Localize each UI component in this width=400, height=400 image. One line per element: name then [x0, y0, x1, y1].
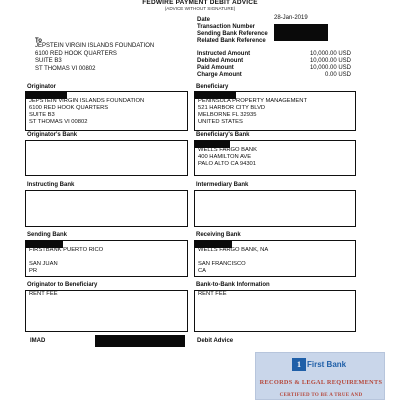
- sending-bank-line: FIRSTBANK PUERTO RICO: [29, 247, 104, 253]
- originator-line: JEPSTEIN VIRGIN ISLANDS FOUNDATION: [29, 98, 145, 104]
- originator-line: ST THOMAS VI 00802: [29, 119, 88, 125]
- beneficiary-line: MELBORNE FL 32935: [198, 112, 257, 118]
- originators-bank-label: Originator's Bank: [27, 132, 78, 138]
- to-label: To: [35, 38, 42, 44]
- originator-line: 6100 RED HOOK QUARTERS: [29, 105, 109, 111]
- originator-to-beneficiary-text: RENT FEE: [29, 291, 58, 297]
- instructed-amount-label: Instructed Amount: [197, 51, 251, 57]
- beneficiarys-bank-label: Beneficiary's Bank: [196, 132, 250, 138]
- instructed-amount-value: 10,000.00 USD: [309, 51, 351, 57]
- charge-amount-value: 0.00 USD: [324, 72, 351, 78]
- related-bank-reference-label: Related Bank Reference: [197, 38, 266, 44]
- to-address-line: ST THOMAS VI 00802: [35, 65, 96, 72]
- paid-amount-value: 10,000.00 USD: [309, 65, 351, 71]
- beneficiary-line: 521 HARBOR CITY BLVD: [198, 105, 266, 111]
- to-address-line: 6100 RED HOOK QUARTERS: [35, 50, 117, 57]
- certification-stamp: [255, 352, 385, 400]
- beneficiary-line: PENINSULA PROPERTY MANAGEMENT: [198, 98, 307, 104]
- beneficiarys-bank-line: WELLS FARGO BANK: [198, 147, 257, 153]
- instructing-bank-box: [25, 190, 188, 227]
- redacted-transaction-number: [274, 24, 328, 41]
- originator-to-beneficiary-label: Originator to Beneficiary: [27, 282, 98, 288]
- sending-bank-reference-label: Sending Bank Reference: [197, 31, 268, 37]
- to-address-block: [35, 43, 154, 73]
- intermediary-bank-box: [194, 190, 356, 227]
- firstbank-logo: [292, 358, 352, 371]
- sending-bank-label: Sending Bank: [27, 232, 68, 238]
- beneficiarys-bank-line: PALO ALTO CA 94301: [198, 161, 257, 167]
- document-subtitle: (ADVICE WITHOUT SIGNATURE): [164, 6, 236, 11]
- bank-to-bank-information-label: Bank-to-Bank Information: [196, 282, 270, 288]
- stamp-line-certified: CERTIFIED TO BE A TRUE AND: [279, 393, 363, 398]
- receiving-bank-line: SAN FRANCISCO: [198, 261, 246, 267]
- beneficiary-line: UNITED STATES: [198, 119, 243, 125]
- originators-bank-box: [25, 140, 188, 176]
- to-address-line: SUITE B3: [35, 58, 62, 65]
- imad-label: IMAD: [30, 338, 46, 344]
- to-address-line: JEPSTEIN VIRGIN ISLANDS FOUNDATION: [35, 43, 155, 49]
- stamp-line-records: RECORDS & LEGAL REQUIREMENTS: [259, 379, 383, 386]
- beneficiary-label: Beneficiary: [196, 84, 229, 90]
- originator-label: Originator: [27, 84, 57, 90]
- sending-bank-box: [25, 240, 188, 277]
- redacted-imad-number: [95, 335, 185, 347]
- receiving-bank-label: Receiving Bank: [196, 232, 241, 238]
- sending-bank-line: PR: [29, 268, 38, 274]
- debited-amount-label: Debited Amount: [197, 58, 244, 64]
- receiving-bank-line: CA: [198, 268, 207, 274]
- beneficiary-box: [194, 91, 356, 131]
- sending-bank-line: SAN JUAN: [29, 261, 58, 267]
- transaction-number-label: Transaction Number: [197, 24, 256, 30]
- bank-to-bank-information-box: [194, 290, 356, 332]
- debit-advice-label: Debit Advice: [197, 338, 234, 344]
- originator-line: SUITE B3: [29, 112, 55, 118]
- instructing-bank-label: Instructing Bank: [27, 182, 75, 188]
- bank-to-bank-information-text: RENT FEE: [198, 291, 227, 297]
- originator-to-beneficiary-box: [25, 290, 188, 332]
- date-label: Date: [197, 17, 211, 23]
- firstbank-logo-numeral: 1: [292, 358, 306, 371]
- document-title: FEDWIRE PAYMENT DEBIT ADVICE: [142, 0, 258, 6]
- originator-box: [25, 91, 188, 131]
- beneficiarys-bank-box: [194, 140, 356, 176]
- debited-amount-value: 10,000.00 USD: [309, 58, 351, 64]
- receiving-bank-line: WELLS FARGO BANK, NA: [198, 247, 269, 253]
- firstbank-logo-word: First Bank: [307, 360, 347, 369]
- paid-amount-label: Paid Amount: [197, 65, 234, 71]
- receiving-bank-box: [194, 240, 356, 277]
- beneficiarys-bank-line: 400 HAMILTON AVE: [198, 154, 252, 160]
- charge-amount-label: Charge Amount: [197, 72, 242, 78]
- date-value: 28-Jan-2019: [274, 15, 308, 21]
- intermediary-bank-label: Intermediary Bank: [196, 182, 249, 188]
